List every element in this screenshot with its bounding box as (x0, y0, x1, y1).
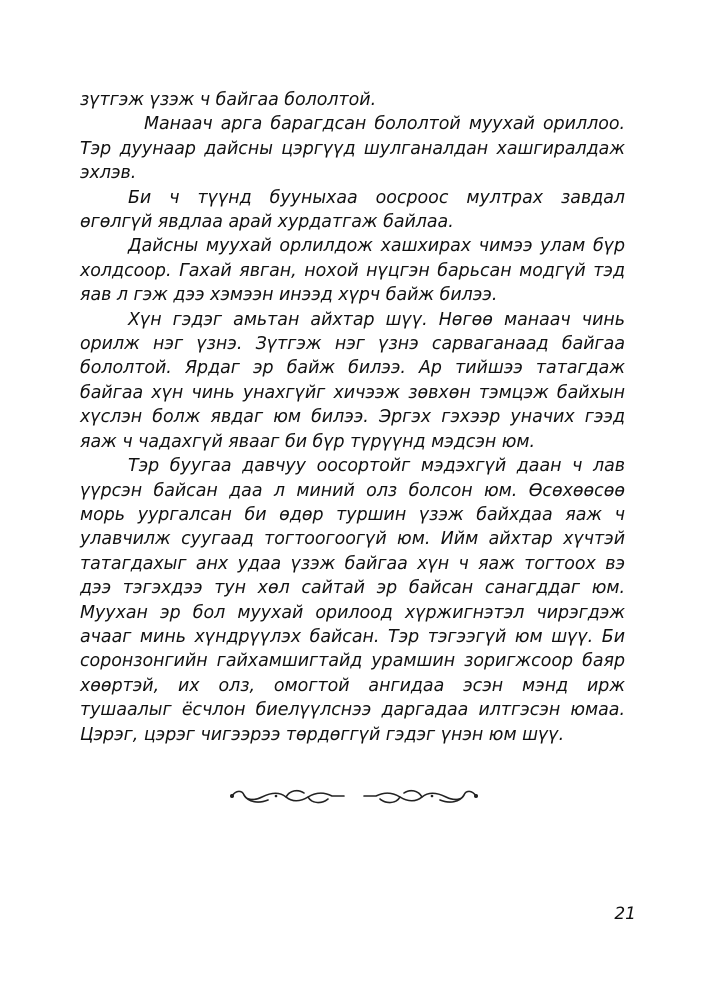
paragraph-continuation: зүтгэж үзэж ч байгаа бололтой. (80, 90, 377, 110)
paragraph: Манаач арга барагдсан бололтой муухай ориллоо. Тэр дуунаар дайсны цэргүүд шулганалдан хашгиралдаж эхлэв. (80, 114, 625, 184)
body-text (80, 88, 625, 747)
paragraph: Тэр буугаа давчуу оосортойг мэдэхгүй даан ч лав үүрсэн байсан даа л миний олз болсон юм. Өсөхөөсөө морь уургалсан би өдөр туршин үзэж байхдаа яаж ч улавчилж суугаад тогтоогоогүй юм. Ийм айхтар хүчтэй татагдахыг анх удаа үзэж байгаа хүн ч яаж тогтоох вэ дээ тэгэхдээ тун хөл сайтай эр байсан санагддаг юм. Муухан эр бол муухай орилоод хүржигнэтэл чирэгдэж ачааг минь хүндрүүлэх байсан. Тэр тэгээгүй юм шүү. Би соронзонгийн гайхамшигтайд урамшин зоригжсоор баяр хөөртэй, их олз, омогтой ангидаа эсэн мэнд ирж тушаалыг ёсчлон биелүүлснээ даргадаа илтгэсэн юмаа. Цэрэг, цэрэг чигээрээ төрдөггүй гэдэг үнэн юм шүү. (80, 456, 625, 745)
flourish-divider-icon (228, 786, 478, 808)
paragraph: Би ч түүнд бууныхаа оосроос мултрах завдал өгөлгүй явдлаа арай хурдатгаж байлаа. (80, 187, 625, 233)
paragraph: Дайсны муухай орлилдож хашхирах чимээ улам бүр холдсоор. Гахай явган, нохой нүцгэн барьсан модгүй тэд яав л гэж дээ хэмээн инээд хүрч байж билээ. (80, 236, 625, 306)
page-number: 21 (614, 904, 636, 924)
paragraph: Хүн гэдэг амьтан айхтар шүү. Нөгөө манаач чинь орилж нэг үзнэ. Зүтгэж нэг үзнэ сарваганаад байгаа бололтой. Ярдаг эр байж билээ. Ар тийшээ татагдаж байгаа хүн чинь унахгүйг хичээж зөвхөн тэмцэж байхын хүслэн болж явдаг юм билээ. Эргэх гэхээр уначих гээд яаж ч чадахгүй явааг би бүр түрүүнд мэдсэн юм. (80, 309, 625, 452)
